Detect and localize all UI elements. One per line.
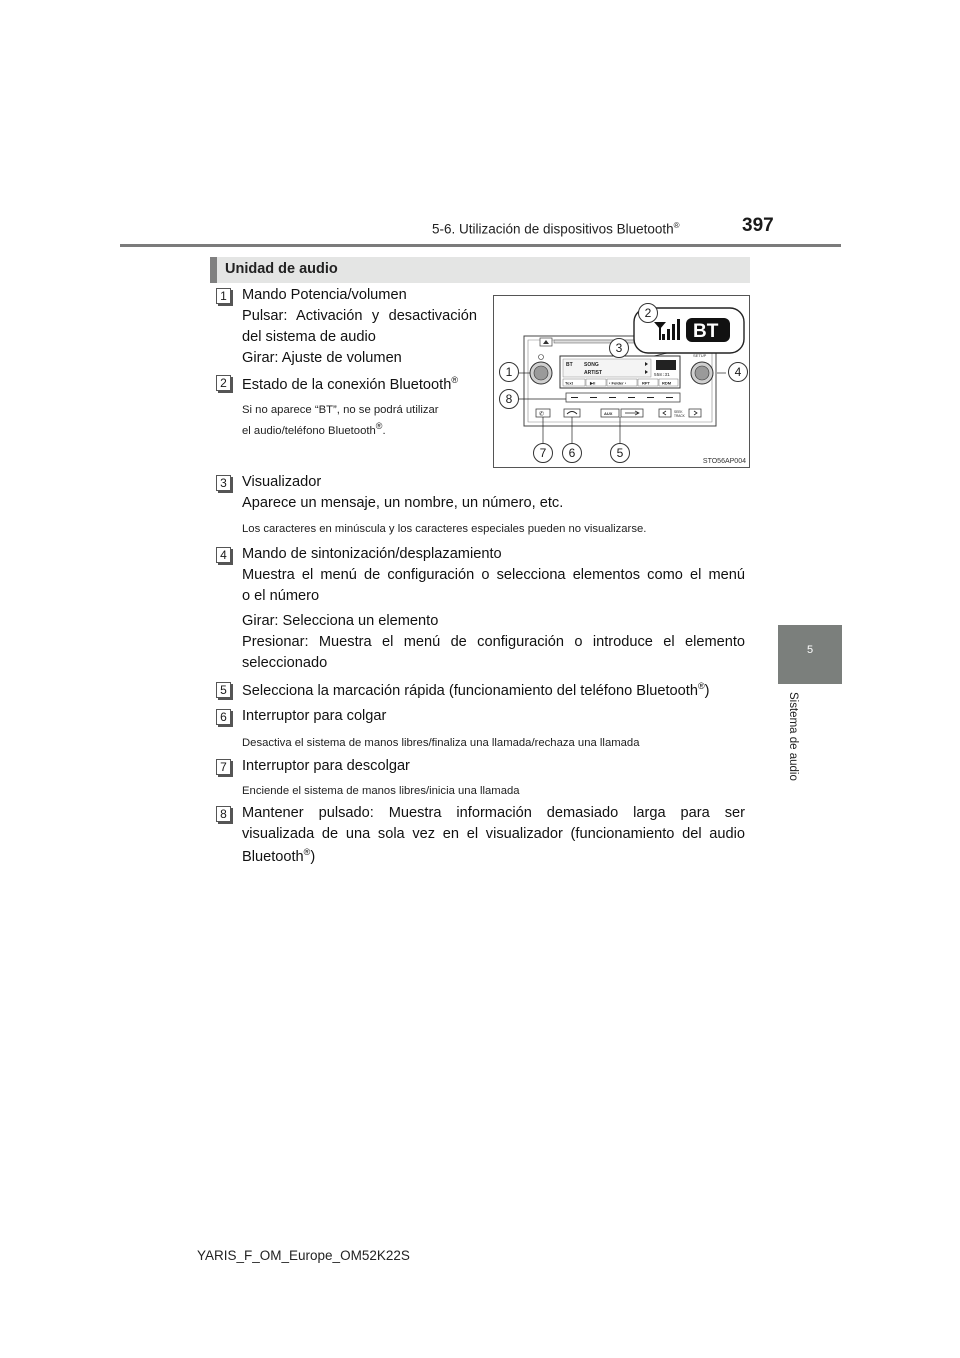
svg-text:SEEK: SEEK xyxy=(674,410,683,414)
callout-2: 2 xyxy=(638,303,658,323)
item-number: 1 xyxy=(216,288,231,304)
item-line: Mando Potencia/volumen xyxy=(242,287,407,303)
item-title: Selecciona la marcación rápida (funcionamiento del teléfono Bluetooth®) xyxy=(242,681,710,699)
display-bt: BT xyxy=(566,362,573,368)
item-note: Enciende el sistema de manos libres/inicia una llamada xyxy=(242,785,520,797)
item-note: Los caracteres en minúscula y los caracteres especiales pueden no visualizarse. xyxy=(242,523,647,535)
svg-text:▶II: ▶II xyxy=(590,380,596,386)
display-song: SONG xyxy=(584,362,599,368)
item-note: Desactiva el sistema de manos libres/finaliza una llamada/rechaza una llamada xyxy=(242,737,640,749)
svg-text:RDM: RDM xyxy=(662,380,672,386)
callout-1: 1 xyxy=(499,362,519,382)
radio-drawing xyxy=(494,296,749,467)
svg-text:Text: Text xyxy=(565,380,573,386)
callout-8: 8 xyxy=(499,389,519,409)
item-line: visualizada de una sola vez en el visualizador (funcionamiento del audio xyxy=(242,826,745,842)
item-number: 6 xyxy=(216,709,231,725)
item-line: Aparece un mensaje, un nombre, un número, etc. xyxy=(242,495,564,511)
item-line: Presionar: Muestra el menú de configuración o introduce el elemento xyxy=(242,634,745,650)
callout-7: 7 xyxy=(533,443,553,463)
item-number: 3 xyxy=(216,475,231,491)
page-number: 397 xyxy=(742,215,774,236)
item-number: 4 xyxy=(216,547,231,563)
item-line: Girar: Selecciona un elemento xyxy=(242,613,439,629)
item-title: Mando de sintonización/desplazamiento xyxy=(242,546,502,562)
item-title: Estado de la conexión Bluetooth® xyxy=(242,375,458,393)
item-number: 8 xyxy=(216,806,231,822)
callout-3: 3 xyxy=(609,338,629,358)
chapter-tab: 5 xyxy=(778,625,842,684)
item-note: Si no aparece “BT”, no se podrá utilizar xyxy=(242,404,439,416)
section-accent xyxy=(210,257,217,283)
display-artist: ARTIST xyxy=(584,370,603,376)
svg-text:RPT: RPT xyxy=(642,380,650,386)
aux-label: AUX xyxy=(604,411,613,416)
section-title: Unidad de audio xyxy=(225,261,338,277)
svg-text:‹ Folder ›: ‹ Folder › xyxy=(609,380,627,386)
item-line: Bluetooth®) xyxy=(242,847,316,865)
item-note: el audio/teléfono Bluetooth®. xyxy=(242,421,386,437)
header-rule xyxy=(120,244,841,247)
item-line: Mantener pulsado: Muestra información demasiado larga para ser xyxy=(242,805,745,821)
chapter-label: Sistema de audio xyxy=(787,692,799,781)
item-title: Interruptor para colgar xyxy=(242,708,387,724)
audio-unit-illustration xyxy=(493,295,750,468)
item-title: Visualizador xyxy=(242,474,322,490)
preset-buttons xyxy=(566,393,680,402)
item-line: del sistema de audio xyxy=(242,329,376,345)
item-line: Girar: Ajuste de volumen xyxy=(242,350,402,366)
svg-text:TRACK: TRACK xyxy=(674,414,685,418)
item-line: Muestra el menú de configuración o selecciona elementos como el menú xyxy=(242,567,745,583)
callout-4: 4 xyxy=(728,362,748,382)
bt-badge-text: BT xyxy=(693,321,719,342)
running-header: 5-6. Utilización de dispositivos Bluetooth® xyxy=(432,221,680,237)
item-line: seleccionado xyxy=(242,655,328,671)
setup-label: SETUP xyxy=(693,353,707,358)
item-line: o el número xyxy=(242,588,320,604)
display-time: 558:31 xyxy=(654,373,670,378)
document-code: YARIS_F_OM_Europe_OM52K22S xyxy=(197,1248,410,1263)
section-heading xyxy=(210,257,750,283)
item-number: 7 xyxy=(216,759,231,775)
callout-5: 5 xyxy=(610,443,630,463)
soft-keys xyxy=(563,379,678,386)
callout-6: 6 xyxy=(562,443,582,463)
svg-text:✆: ✆ xyxy=(539,410,545,418)
item-number: 5 xyxy=(216,682,231,698)
item-line: Pulsar: Activación y desactivación xyxy=(242,308,477,324)
item-number: 2 xyxy=(216,375,231,391)
figure-code: STO56AP004 xyxy=(702,458,746,465)
item-title: Interruptor para descolgar xyxy=(242,758,410,774)
